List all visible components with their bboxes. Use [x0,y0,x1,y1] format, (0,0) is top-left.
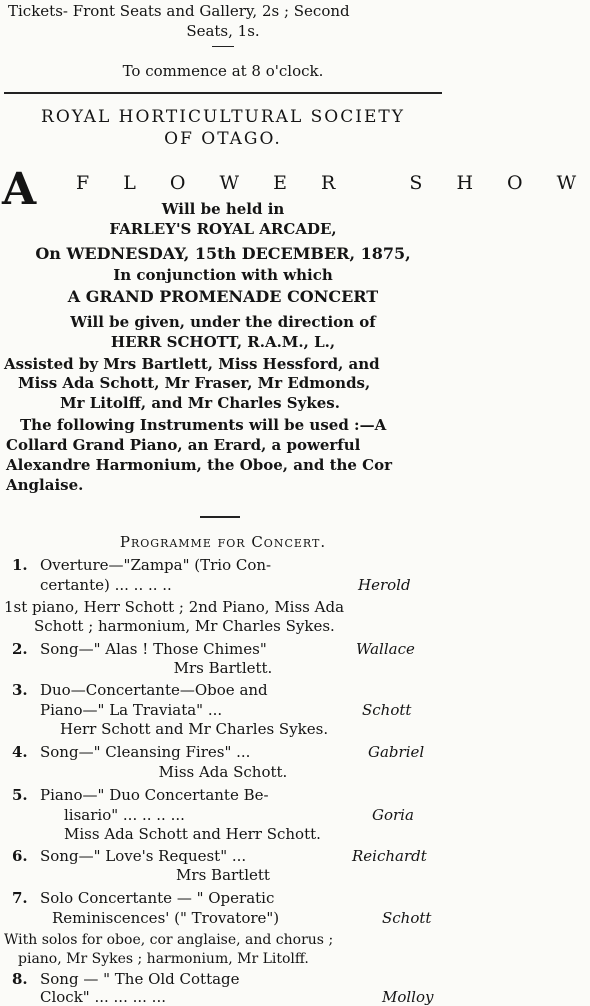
event-date: On WEDNESDAY, 15th DECEMBER, 1875, [35,244,411,263]
item-title-cont: Piano—" La Traviata" ... [40,701,223,719]
commence-time: To commence at 8 o'clock. [122,62,324,80]
short-divider [212,46,234,47]
item-title: Overture—"Zampa" (Trio Con- [40,556,272,574]
item-composer: Gabriel [368,743,425,761]
conjunction: In conjunction with which [113,266,333,284]
item-number: 4. [12,743,28,761]
item-composer: Molloy [382,988,434,1006]
item-title: Piano—" Duo Concertante Be- [40,786,269,804]
item-performers: 1st piano, Herr Schott ; 2nd Piano, Miss Ada [4,598,345,616]
item-title: Solo Concertante — " Operatic [40,889,275,907]
instruments-line-2: Collard Grand Piano, an Erard, a powerful [6,436,361,454]
tickets-line-2: Seats, 1s. [186,22,260,40]
item-number: 7. [12,889,28,907]
item-composer: Goria [372,806,414,824]
direction-line: Will be given, under the direction of [70,313,376,331]
item-performers: With solos for oboe, cor anglaise, and chorus ; [4,932,334,948]
item-composer: Wallace [356,640,415,658]
item-performers: Mrs Bartlett [176,866,270,884]
item-number: 2. [12,640,28,658]
item-number: 6. [12,847,28,865]
item-title: Song—" Love's Request" ... [40,847,247,865]
assist-line-2: Miss Ada Schott, Mr Fraser, Mr Edmonds, [18,374,371,392]
instruments-line-4: Anglaise. [6,476,84,494]
society-name-line-1: ROYAL HORTICULTURAL SOCIETY [41,107,405,127]
assist-line-3: Mr Litolff, and Mr Charles Sykes. [60,394,340,412]
item-title-cont: lisario" ... .. .. ... [64,806,185,824]
item-title: Duo—Concertante—Oboe and [40,681,268,699]
item-performers-cont: Schott ; harmonium, Mr Charles Sykes. [34,617,335,635]
item-title: Song—" Cleansing Fires" ... [40,743,251,761]
item-title-cont: Reminiscences' (" Trovatore") [52,909,280,927]
item-title-cont: certante) ... .. .. .. [40,576,172,594]
flower-show-title: F L O W E R S H O W [76,172,590,194]
society-name-line-2: OF OTAGO. [164,129,282,149]
item-composer: Schott [382,909,432,927]
venue: FARLEY'S ROYAL ARCADE, [109,220,337,238]
item-performers: Miss Ada Schott. [158,763,288,781]
held-in: Will be held in [161,200,285,218]
item-performers: Miss Ada Schott and Herr Schott. [64,825,321,843]
programme-heading: Programme for Concert. [119,533,327,551]
instruments-line-3: Alexandre Harmonium, the Oboe, and the Cor [6,456,393,474]
item-number: 5. [12,786,28,804]
programme-divider [200,516,240,518]
conductor: HERR SCHOTT, R.A.M., L., [110,333,336,351]
drop-cap: A [2,164,37,215]
item-number: 8. [12,970,28,988]
tickets-line-1: Tickets- Front Seats and Gallery, 2s ; Second [8,2,350,20]
section-rule [4,92,442,94]
item-performers: Herr Schott and Mr Charles Sykes. [60,720,329,738]
item-number: 1. [12,556,28,574]
item-title-cont: Clock" ... ... ... ... [40,988,166,1006]
instruments-line-1: The following Instruments will be used :—A [20,416,387,434]
item-title: Song — " The Old Cottage [40,970,240,988]
item-composer: Schott [362,701,412,719]
item-performers-cont: piano, Mr Sykes ; harmonium, Mr Litolff. [18,951,309,967]
item-composer: Reichardt [352,847,427,865]
item-number: 3. [12,681,28,699]
assist-line-1: Assisted by Mrs Bartlett, Miss Hessford, and [4,355,380,373]
concert-title: A GRAND PROMENADE CONCERT [67,287,379,306]
item-title: Song—" Alas ! Those Chimes" [40,640,267,658]
item-performers: Mrs Bartlett. [173,659,273,677]
item-composer: Herold [358,576,411,594]
